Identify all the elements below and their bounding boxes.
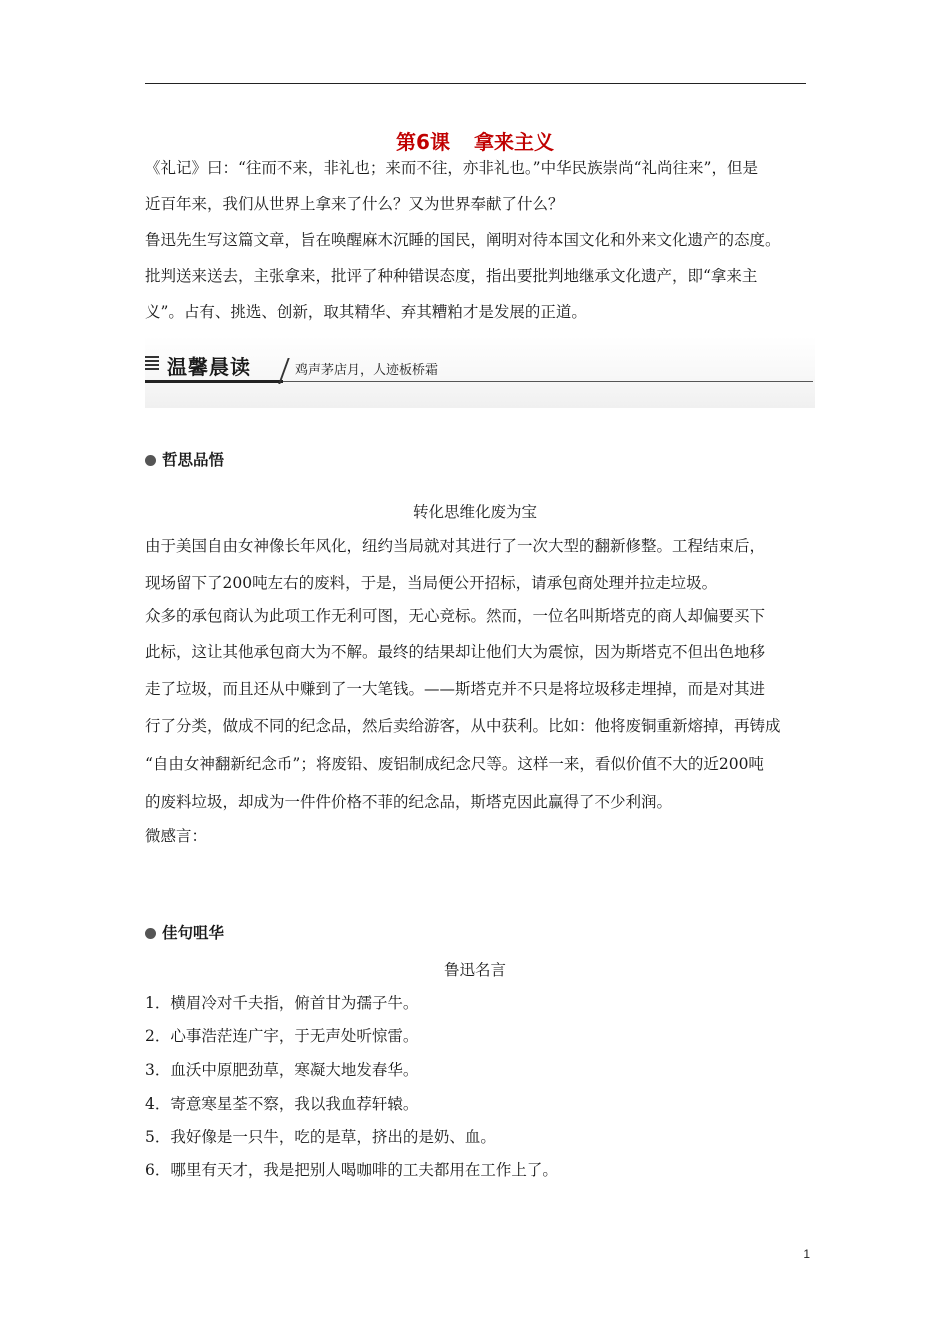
banner-subtitle: 鸡声茅店月，人迹板桥霜	[295, 363, 439, 378]
intro-line: 义”。占有、挑选、创新，取其精华、弃其糟粕才是发展的正道。	[145, 303, 587, 321]
list-item: 5．我好像是一只牛，吃的是草，挤出的是奶、血。	[145, 1128, 496, 1146]
list-title: 鲁迅名言	[443, 961, 506, 979]
banner-title: 温馨晨读	[167, 355, 251, 379]
section-heading: 佳句咀华	[145, 923, 224, 943]
section-banner	[145, 336, 815, 408]
intro-line: 近百年来，我们从世界上拿来了什么？又为世界奉献了什么？	[145, 195, 564, 213]
intro-line: 批判送来送去，主张拿来，批评了种种错误态度，指出要批判地继承文化遗产，即“拿来主	[145, 267, 758, 285]
story-line: 的废料垃圾，却成为一件件价格不菲的纪念品，斯塔克因此赢得了不少利润。	[145, 793, 673, 811]
lesson-title	[0, 128, 950, 156]
list-item: 3．血沃中原肥劲草，寒凝大地发春华。	[145, 1061, 419, 1079]
story-title: 转化思维化废为宝	[412, 503, 537, 521]
story-line: 行了分类，做成不同的纪念品，然后卖给游客，从中获利。比如：他将废铜重新熔掉，再铸成	[145, 717, 781, 735]
list-item: 2．心事浩茫连广宇，于无声处听惊雷。	[145, 1027, 419, 1045]
bullet-icon	[145, 455, 156, 466]
lesson-name: 拿来主义	[473, 130, 554, 154]
page-number: 1	[803, 1247, 810, 1261]
bullet-icon	[145, 928, 156, 939]
story-line: 现场留下了200吨左右的废料，于是，当局便公开招标，请承包商处理并拉走垃圾。	[145, 574, 718, 592]
story-line: 此标，这让其他承包商大为不解。最终的结果却让他们大为震惊，因为斯塔克不但出色地移	[145, 643, 766, 661]
header-rule	[145, 83, 806, 84]
list-item: 4．寄意寒星荃不察，我以我血荐轩辕。	[145, 1095, 419, 1113]
list-item: 6．哪里有天才，我是把别人喝咖啡的工夫都用在工作上了。	[145, 1161, 558, 1179]
section-heading: 哲思品悟	[145, 450, 224, 470]
intro-line: 《礼记》曰：“往而不来，非礼也；来而不往，亦非礼也。”中华民族崇尚“礼尚往来”，但是	[145, 159, 758, 177]
story-line: 众多的承包商认为此项工作无利可图，无心竞标。然而，一位名叫斯塔克的商人却偏要买下	[145, 607, 766, 625]
stripes-icon	[145, 356, 159, 374]
lesson-number: 第6课	[396, 130, 450, 154]
story-line: 由于美国自由女神像长年风化，纽约当局就对其进行了一次大型的翻新修整。工程结束后，	[145, 537, 766, 555]
story-line: 走了垃圾，而且还从中赚到了一大笔钱。——斯塔克并不只是将垃圾移走埋掉，而是对其进	[145, 680, 766, 698]
list-item: 1．横眉冷对千夫指，俯首甘为孺子牛。	[145, 994, 419, 1012]
reflection-label: 微感言：	[145, 827, 208, 845]
intro-line: 鲁迅先生写这篇文章，旨在唤醒麻木沉睡的国民，阐明对待本国文化和外来文化遗产的态度。	[145, 231, 781, 249]
story-line: “自由女神翻新纪念币”；将废铅、废铝制成纪念尺等。这样一来，看似价值不大的近200吨	[145, 755, 764, 773]
